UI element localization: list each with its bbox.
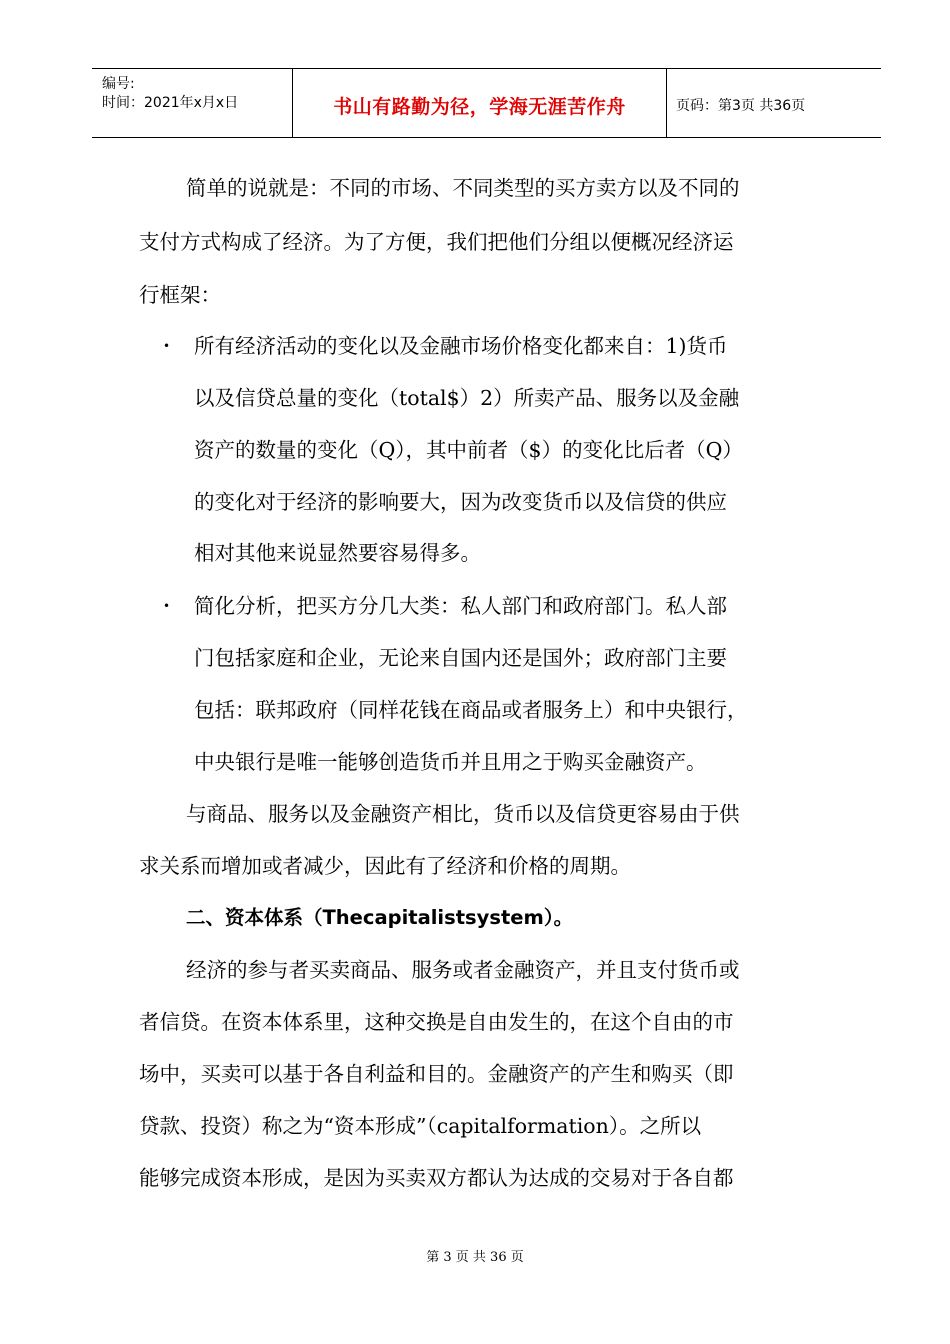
bullet-dot-icon: •	[163, 599, 171, 613]
bullet2-line-3: 包括：联邦政府（同样花钱在商品或者服务上）和中央银行，	[194, 698, 748, 722]
para1-line-3: 行框架：	[139, 283, 221, 307]
bullet1-line-3: 资产的数量的变化（Q），其中前者（$）的变化比后者（Q）	[194, 438, 743, 462]
time-label: 时间：2021年x月x日	[102, 95, 239, 111]
bullet2-line-1: 简化分析，把买方分几大类：私人部门和政府部门。私人部	[194, 594, 727, 618]
page-footer: 第 3 页 共 36 页	[426, 1250, 524, 1265]
bullet2-line-2: 门包括家庭和企业，无论来自国内还是国外；政府部门主要	[194, 646, 727, 670]
header-page-cell	[666, 69, 881, 137]
bullet-dot-icon: •	[163, 339, 171, 353]
para1-line-1: 简单的说就是：不同的市场、不同类型的买方卖方以及不同的	[186, 176, 740, 200]
motto: 书山有路勤为径，学海无涯苦作舟	[333, 96, 626, 118]
section-heading: 二、资本体系（Thecapitalistsystem）。	[186, 906, 574, 929]
page-code: 页码：第3页 共36页	[676, 98, 806, 114]
para3-line-2: 者信贷。在资本体系里，这种交换是自由发生的，在这个自由的市	[139, 1010, 734, 1034]
number-label: 编号:	[102, 76, 135, 92]
bullet1-line-5: 相对其他来说显然要容易得多。	[194, 541, 481, 565]
header-meta-cell	[92, 69, 292, 137]
para2-line-1: 与商品、服务以及金融资产相比，货币以及信贷更容易由于供	[186, 802, 740, 826]
para3-line-1: 经济的参与者买卖商品、服务或者金融资产，并且支付货币或	[186, 958, 740, 982]
para3-line-4: 贷款、投资）称之为“资本形成”（capitalformation）。之所以	[139, 1114, 702, 1138]
document-header	[92, 68, 881, 138]
para2-line-2: 求关系而增加或者减少，因此有了经济和价格的周期。	[139, 854, 631, 878]
bullet1-line-4: 的变化对于经济的影响要大，因为改变货币以及信贷的供应	[194, 490, 727, 514]
para3-line-5: 能够完成资本形成，是因为买卖双方都认为达成的交易对于各自都	[139, 1166, 734, 1190]
bullet1-line-2: 以及信贷总量的变化（total$）2）所卖产品、服务以及金融	[194, 386, 740, 410]
para1-line-2: 支付方式构成了经济。为了方便，我们把他们分组以便概况经济运	[139, 230, 734, 254]
bullet2-line-4: 中央银行是唯一能够创造货币并且用之于购买金融资产。	[194, 750, 707, 774]
header-motto-cell	[292, 69, 667, 137]
bullet1-line-1: 所有经济活动的变化以及金融市场价格变化都来自：1)货币	[194, 334, 728, 358]
para3-line-3: 场中，买卖可以基于各自利益和目的。金融资产的产生和购买（即	[139, 1062, 734, 1086]
